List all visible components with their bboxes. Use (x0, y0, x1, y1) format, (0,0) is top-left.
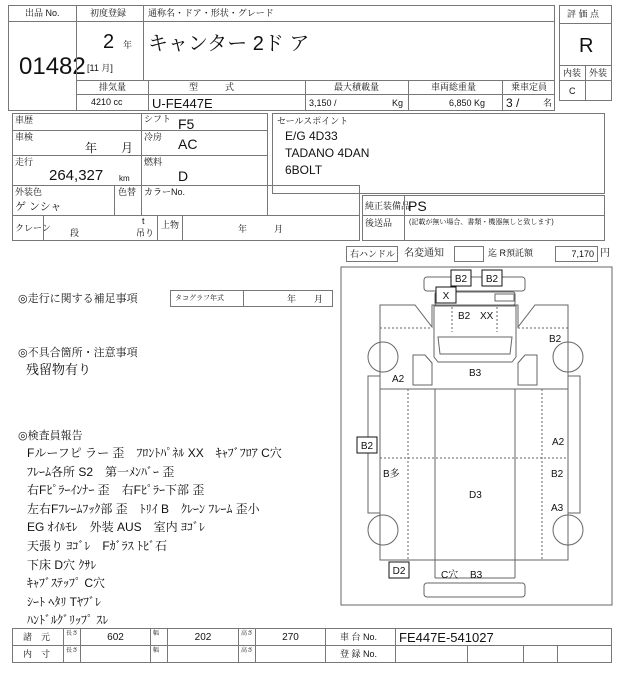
mileage-cell (12, 155, 142, 186)
chassis-label: 車 台 No. (340, 632, 378, 642)
gross-weight-label-cell (408, 80, 503, 95)
wheel (368, 342, 398, 372)
max-load-cell (305, 94, 409, 111)
spec-cell (167, 645, 239, 663)
inspector-line: 天張り ﾖｺﾞﾚ Fｶﾞﾗｽ ﾄﾋﾞ石 (27, 539, 167, 553)
later-cell (404, 215, 605, 241)
mileage-label: 走行 (15, 157, 34, 167)
crane-label: クレーン (15, 223, 51, 233)
max-load-label-cell (305, 80, 409, 95)
history-cell (12, 113, 142, 131)
crane-cell (43, 215, 158, 241)
first-reg-label-cell (76, 5, 144, 22)
damage-mark: B3 (470, 570, 483, 581)
length: 602 (107, 632, 124, 643)
damage-mark: X (442, 291, 450, 302)
spec-cell (150, 645, 168, 663)
inspector-line: Fルーフピ ラー 歪 ﾌﾛﾝﾄﾊﾟﾈﾙ XX ｷｬﾌﾞﾌﾛｱ C穴 (27, 446, 282, 460)
body-label: 上物 (161, 220, 180, 230)
inspector-label: ◎検査員報告 (18, 430, 83, 442)
spec-cell (150, 628, 168, 646)
defects: 残留物有り (26, 362, 92, 377)
name-label-cell (143, 5, 555, 22)
lot-number-cell (8, 21, 86, 111)
inspector-report (27, 446, 327, 628)
color-label: 外装色 (15, 187, 43, 197)
capacity-unit: 名 (543, 98, 553, 108)
max-load: 3,150 / (309, 98, 337, 108)
sales-point-line: TADANO 4DAN (285, 146, 370, 160)
damage-mark: B2 (454, 274, 468, 285)
exterior-label: 外装 (589, 68, 608, 78)
shift: F5 (178, 116, 195, 132)
reg-month: [11 月] (87, 63, 113, 73)
shift-label: シフト (144, 114, 172, 124)
sales-point-line: E/G 4D33 (285, 129, 338, 143)
model-label: 型 式 (189, 82, 235, 92)
fuel-cell (141, 155, 268, 186)
length-label: 長さ (66, 648, 79, 654)
history-label: 車歴 (15, 115, 34, 125)
displacement-cell (76, 94, 149, 111)
driving-notes-label: ◎走行に関する補足事項 (18, 293, 138, 305)
inspector-line: ｷｬﾌﾞｽﾃｯﾌﾟ C穴 (27, 576, 106, 591)
capacity: 3 / (506, 96, 520, 110)
displacement: 4210 cc (91, 97, 123, 107)
width: 202 (194, 632, 212, 643)
damage-mark: B2 (485, 274, 499, 285)
chassis-cell (395, 628, 612, 646)
crane-label-cell (12, 215, 51, 241)
spec-cell (238, 628, 256, 646)
body-label-cell (157, 215, 183, 241)
length-label: 長さ (66, 631, 79, 637)
damage-mark: A3 (551, 503, 564, 514)
exterior-grade-cell (585, 80, 612, 101)
grade-score-cell (559, 23, 612, 66)
interior-label-cell (559, 65, 586, 81)
displacement-label: 排気量 (99, 82, 127, 92)
lot-label: 出品 No. (25, 8, 60, 18)
gross-weight-label: 車両総重量 (431, 82, 477, 92)
windshield (438, 337, 512, 354)
damage-mark: B多 (383, 469, 400, 480)
spec-cell (255, 628, 326, 646)
gross-weight: 6,850 Kg (449, 98, 486, 108)
model: U-FE447E (152, 96, 213, 111)
interior-grade: C (569, 86, 576, 96)
damage-mark: XX (480, 311, 494, 322)
inspector-line: ﾊﾝﾄﾞﾙｸﾞﾘｯﾌﾟ ｽﾚ (27, 613, 109, 628)
handle: 右ハンドル (350, 249, 396, 259)
later-label-cell (362, 215, 405, 241)
first-reg-cell (76, 21, 144, 81)
fuel: D (178, 168, 189, 184)
inspector-line: 下床 D穴 ｸｻﾚ (27, 557, 97, 572)
exterior-label-cell (585, 65, 612, 81)
headlight (495, 294, 514, 301)
shift-cell (141, 113, 268, 131)
displacement-label-cell (76, 80, 149, 95)
reg-year: 2 (103, 31, 115, 53)
spec-cell (255, 645, 326, 663)
tacho-box (170, 290, 333, 307)
vehicle-name: キャンター 2ド ア (148, 33, 310, 55)
model-label-cell (148, 80, 306, 95)
damage-mark: C穴 (441, 570, 459, 581)
damage-mark: A2 (552, 437, 565, 448)
spec-cell (80, 628, 151, 646)
dims-label-cell (12, 628, 64, 646)
mileage: 264,327 (49, 167, 104, 184)
height: 270 (282, 632, 299, 643)
tacho-value: 年 月 (287, 294, 324, 304)
genuine-cell (404, 195, 605, 216)
ac: AC (178, 136, 198, 152)
inspection-value: 年 月 (85, 141, 134, 155)
damage-diagram (340, 260, 615, 610)
damage-mark: B2 (458, 311, 471, 322)
inspector-line: EG ｵｲﾙﾓﾚ 外装 AUS 室内 ﾖｺﾞﾚ (27, 520, 206, 535)
sales-points-box (272, 113, 605, 194)
vehicle-name-cell (143, 21, 555, 81)
ac-label: 冷房 (144, 132, 163, 142)
reg-label-cell (325, 645, 396, 663)
crane-stage: 段 (70, 228, 80, 238)
first-reg-label: 初度登録 (90, 8, 127, 18)
inspection-cell (12, 130, 142, 156)
later-label: 後送品 (365, 218, 393, 228)
wheel (368, 515, 398, 545)
spec-cell (80, 645, 151, 663)
reg-cell (395, 645, 468, 663)
damage-mark: B2 (551, 469, 564, 480)
tacho-label: タコグラフ年式 (175, 295, 224, 302)
interior-grade-cell (559, 80, 586, 101)
damage-mark: B2 (360, 441, 374, 452)
damage-mark: B2 (549, 334, 562, 345)
capacity-label-cell (502, 80, 555, 95)
reg-cell (523, 645, 558, 663)
capacity-label: 乗車定員 (511, 82, 548, 92)
sales-points-label: セールスポイント (277, 116, 349, 126)
dims-label: 諸 元 (23, 632, 51, 642)
inspection-label: 車検 (15, 132, 34, 142)
width-label: 幅 (153, 648, 160, 654)
height-label: 高さ (241, 631, 254, 637)
max-load-unit: Kg (392, 98, 404, 108)
recycle-fee: 7,170 (571, 249, 594, 259)
ac-cell (141, 130, 268, 156)
chassis-label-cell (325, 628, 396, 646)
lot-number: 01482 (19, 53, 86, 80)
crane-lift: 吊り (136, 228, 155, 238)
grade-label: 評 価 点 (567, 9, 600, 19)
lot-label-cell (8, 5, 77, 22)
capacity-cell (502, 94, 555, 111)
interior-label: 内装 (563, 68, 582, 78)
reg-label: 登 録 No. (340, 649, 378, 659)
color-change-label: 色替 (118, 187, 137, 197)
color-cell (12, 185, 115, 216)
fuel-label: 燃料 (144, 157, 163, 167)
name-change-label: 名変通知 (404, 248, 444, 259)
until-label: 迄 R預託額 (488, 248, 534, 258)
tacho-divider (243, 291, 244, 306)
inner-label-cell (12, 645, 64, 663)
damage-mark: A2 (392, 374, 405, 385)
width-label: 幅 (153, 631, 160, 637)
body-date: 年 月 (238, 224, 284, 234)
reg-cell (467, 645, 524, 663)
body-date-cell (182, 215, 360, 241)
spec-cell (238, 645, 256, 663)
damage-mark: D2 (392, 566, 406, 577)
right-step (568, 376, 580, 513)
chassis-number: FE447E-541027 (399, 630, 494, 645)
grade-score: R (579, 35, 594, 57)
genuine-equipment: PS (408, 198, 427, 214)
inspector-line: ﾌﾚｰﾑ各所 S2 第一ﾒﾝﾊﾞｰ 歪 (27, 464, 175, 479)
color: ゲ ンシャ (15, 201, 62, 213)
inspector-line: 右Fﾋﾟﾗｰｲﾝﾅｰ 歪 右Fﾋﾟﾗｰ下部 歪 (27, 483, 205, 498)
reg-year-unit: 年 (123, 40, 133, 50)
crane-ton-unit: t (142, 216, 145, 226)
later-note: (記載が無い場合、書類・機器無しと致します) (409, 219, 554, 226)
model-cell (148, 94, 306, 111)
color-no-label: カラーNo. (144, 187, 186, 197)
inspector-line: ｼｰﾄ ﾍﾀﾘ Tﾔﾌﾞﾚ (27, 594, 101, 609)
genuine-label-cell (362, 195, 411, 216)
grade-label-cell (559, 5, 612, 24)
name-label: 通称名・ドア・形状・グレード (148, 8, 274, 18)
yen-label: 円 (600, 248, 610, 259)
color-no-cell (141, 185, 268, 216)
genuine-label: 純正装備品 (365, 201, 411, 211)
sales-point-line: 6BOLT (285, 163, 323, 177)
inspector-line: 左右Fﾌﾚｰﾑﾌｯｸ部 歪 ﾄﾘｲ B ｸﾚｰﾝ ﾌﾚｰﾑ 歪小 (27, 501, 260, 516)
spec-cell (167, 628, 239, 646)
reg-cell (557, 645, 612, 663)
spec-cell (63, 645, 81, 663)
rear-bumper (424, 583, 525, 597)
color-change-cell (114, 185, 142, 216)
diagram-frame (341, 267, 612, 605)
defects-label: ◎不具合箇所・注意事項 (18, 347, 138, 359)
max-load-label: 最大積載量 (334, 82, 380, 92)
height-label: 高さ (241, 648, 254, 654)
gross-weight-cell (408, 94, 503, 111)
damage-mark: D3 (469, 490, 482, 501)
spec-cell (63, 628, 81, 646)
mileage-unit: km (119, 174, 130, 183)
damage-mark: B3 (469, 368, 482, 379)
inner-label: 内 寸 (23, 649, 51, 659)
